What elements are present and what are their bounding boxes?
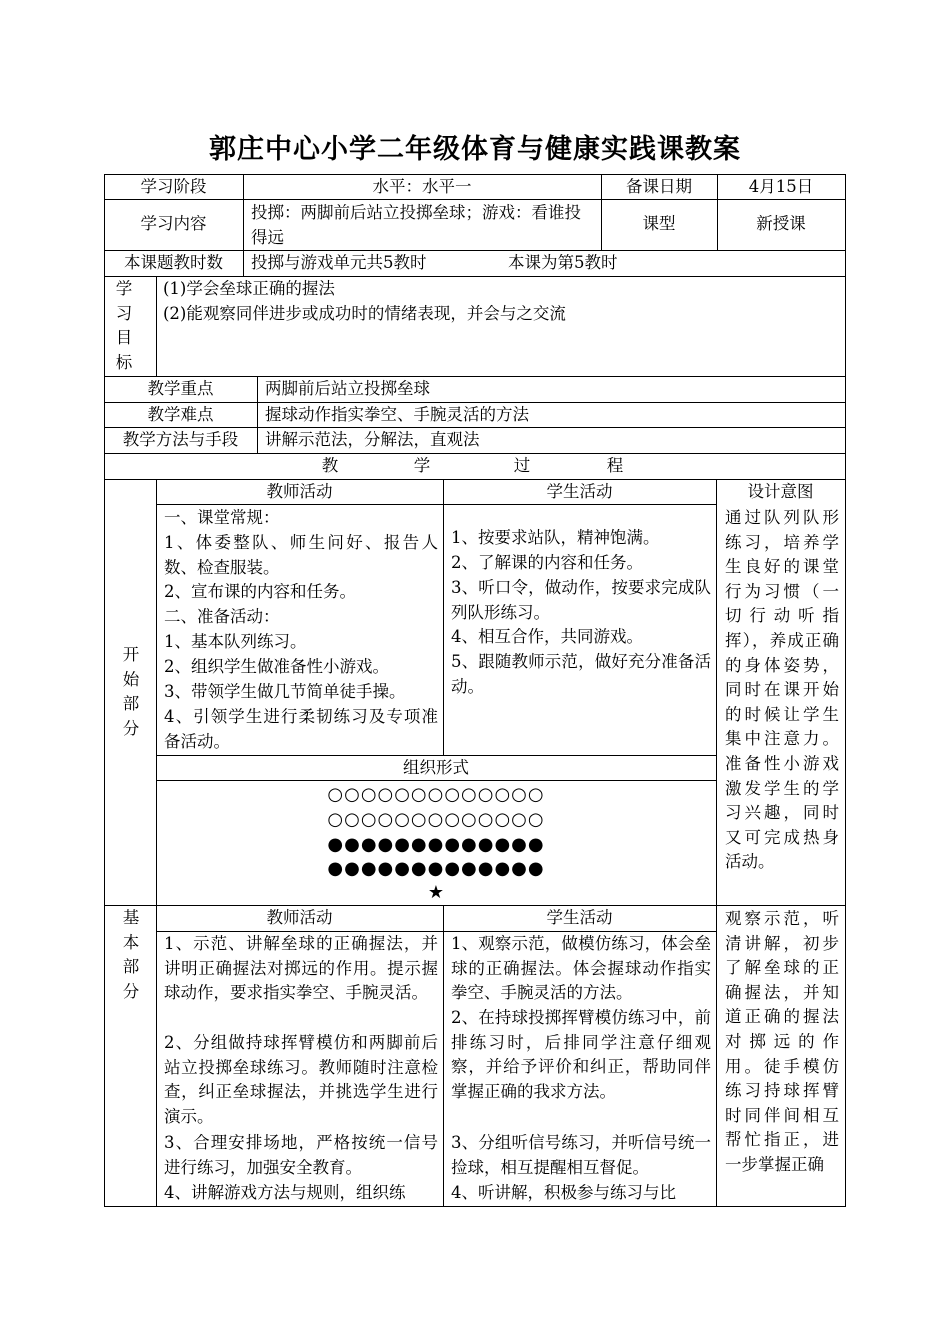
teacher-item: 3、带领学生做几节简单徒手操。	[164, 682, 406, 701]
design-column-header: 设计意图	[747, 482, 814, 501]
student-column-header: 学生活动	[546, 482, 613, 501]
teacher-item: 2、组织学生做准备性小游戏。	[164, 657, 389, 676]
start-section-label: 开始部分	[122, 645, 140, 738]
page-title: 郭庄中心小学二年级体育与健康实践课教案	[209, 134, 741, 165]
type-value: 新授课	[756, 214, 806, 233]
student-item: 2、在持球投掷挥臂模仿练习中，前排练习时，后排同学注意仔细观察，并给予评价和纠正，帮助同伴掌握正确的我求方法。	[451, 1008, 711, 1101]
methods-label: 教学方法与手段	[122, 430, 239, 449]
col-line	[716, 479, 717, 1207]
student-item: 1、按要求站队，精神饱满。	[451, 528, 660, 547]
process-header-char: 教	[321, 456, 339, 475]
col-line	[257, 376, 258, 454]
teacher-column-header: 教师活动	[266, 908, 333, 927]
student-column-header: 学生活动	[546, 908, 613, 927]
formation-row-hollow: ○○○○○○○○○○○○○	[327, 809, 545, 830]
formation-row-solid: ●●●●●●●●●●●●●	[327, 858, 545, 879]
hours-label: 本课题教时数	[124, 253, 223, 272]
col-line	[156, 276, 157, 377]
student-item: 5、跟随教师示范，做好充分准备活动。	[451, 652, 711, 696]
content-label: 学习内容	[140, 214, 207, 233]
formation-row-solid: ●●●●●●●●●●●●●	[327, 834, 545, 855]
teacher-item: 2、分组做持球挥臂模仿和两脚前后站立投掷垒球练习。教师随时注意检查，纠正垒球握法，并挑选学生进行演示。	[164, 1033, 438, 1126]
teacher-item: 3、合理安排场地，严格按统一信号进行练习，加强安全教育。	[164, 1133, 438, 1177]
date-label: 备课日期	[626, 177, 692, 196]
student-item: 3、分组听信号练习，并听信号统一捡球，相互提醒相互督促。	[451, 1133, 711, 1177]
student-item: 3、听口令，做动作，按要求完成队列队形练习。	[451, 578, 711, 622]
student-item: 2、了解课的内容和任务。	[451, 553, 643, 572]
student-item: 1、观察示范，做模仿练习，体会垒球的正确握法。体会握球动作指实拳空、手腕灵活的方法。	[451, 934, 711, 1003]
teacher-column-header: 教师活动	[266, 482, 333, 501]
hours-value: 投掷与游戏单元共5教时	[251, 253, 427, 272]
level-value: 水平：水平一	[372, 177, 472, 196]
teacher-item: 一、课堂常规：	[164, 508, 280, 527]
col-line	[443, 479, 444, 756]
start-design-intent: 通过队列队形练习，培养学生良好的课堂行为习惯（一切行动听指挥），养成正确的身体姿势，同时在课开始的时候让学生集中注意力。准备性小游戏激发学生的学习兴趣，同时又可完成热身活动。	[725, 508, 839, 872]
teacher-position-star-icon: ★	[427, 882, 445, 903]
teacher-item: 1、体委整队、师生问好、报告人数、检查服装。	[164, 533, 438, 577]
teacher-item: 1、示范、讲解垒球的正确握法，并讲明正确握法对掷远的作用。提示握球动作，要求指实拳空、手腕灵活。	[164, 934, 438, 1003]
student-item: 4、听讲解，积极参与练习与比	[451, 1183, 676, 1202]
col-line	[845, 174, 846, 1207]
col-line	[243, 250, 244, 277]
goal-item: (1)学会垒球正确的握法	[163, 279, 335, 298]
difficulty-value: 握球动作指实拳空、手腕灵活的方法	[265, 405, 529, 424]
formation-label: 组织形式	[403, 758, 469, 777]
col-line	[443, 905, 444, 1207]
teacher-item: 二、准备活动：	[164, 607, 280, 626]
goal-item: (2)能观察同伴进步或成功时的情绪表现，并会与之交流	[163, 304, 566, 323]
row-line	[104, 1206, 846, 1207]
teacher-item: 4、讲解游戏方法与规则，组织练	[164, 1183, 406, 1202]
process-header-char: 学	[413, 456, 431, 475]
student-item: 4、相互合作，共同游戏。	[451, 627, 643, 646]
key-point-value: 两脚前后站立投掷垒球	[265, 379, 430, 398]
goals-label: 学习目标	[115, 279, 133, 372]
row-line	[104, 453, 846, 454]
type-label: 课型	[642, 214, 676, 233]
methods-value: 讲解示范法，分解法，直观法	[265, 430, 480, 449]
current-hour: 本课为第5教时	[508, 253, 618, 272]
stage-label: 学习阶段	[140, 177, 207, 196]
difficulty-label: 教学难点	[147, 405, 214, 424]
date-value: 4月15日	[748, 177, 814, 196]
formation-row-hollow: ○○○○○○○○○○○○○	[327, 784, 545, 805]
teacher-item: 1、基本队列练习。	[164, 632, 307, 651]
basic-section-label: 基本部分	[122, 908, 140, 1001]
col-line	[104, 174, 105, 1207]
process-header-char: 过	[513, 456, 531, 475]
teacher-item: 2、宣布课的内容和任务。	[164, 582, 356, 601]
key-point-label: 教学重点	[147, 379, 214, 398]
teacher-item: 4、引领学生进行柔韧练习及专项准备活动。	[164, 707, 438, 751]
content-value: 投掷：两脚前后站立投掷垒球；游戏：看谁投得远	[251, 203, 581, 247]
basic-design-intent: 观察示范，听清讲解，初步了解垒球的正确握法，并知道正确的握法对掷远的作用。徒手模仿练习持球挥臂时同伴间相互帮忙指正，进一步掌握正确	[725, 909, 839, 1174]
process-header-char: 程	[606, 456, 624, 475]
